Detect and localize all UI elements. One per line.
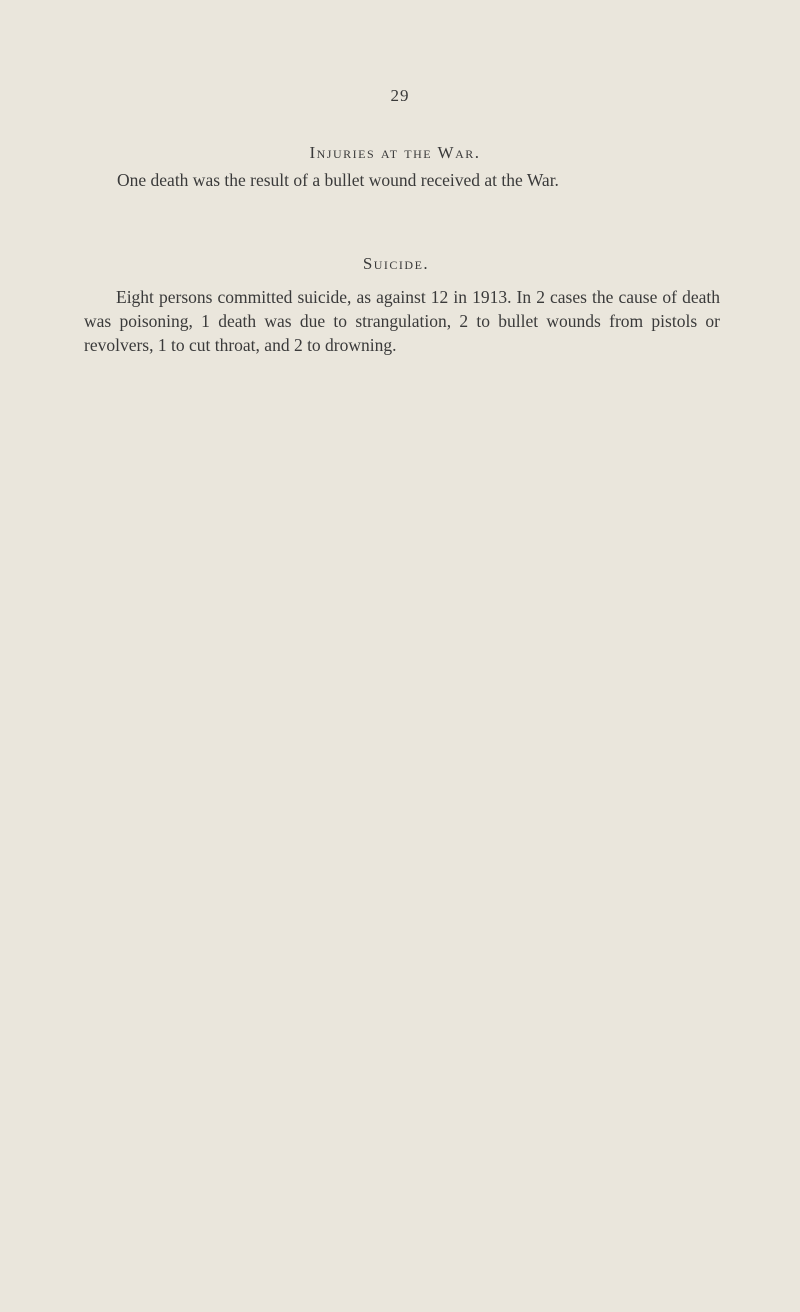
page-number: 29 [390, 86, 410, 105]
section-heading-injuries-at-the-war: Injuries at the War. [309, 143, 481, 162]
paragraph-injuries-at-the-war: One death was the result of a bullet wound received at the War. [117, 170, 559, 190]
section-heading-suicide: Suicide. [362, 254, 430, 273]
paragraph-suicide: Eight persons committed suicide, as against 12 in 1913. In 2 cases the cause of death was poisoning, 1 death was due to strangulation, 2 to bullet wounds from pistols or revolvers, 1 to cut throat, and 2 to drowning. [84, 287, 720, 355]
